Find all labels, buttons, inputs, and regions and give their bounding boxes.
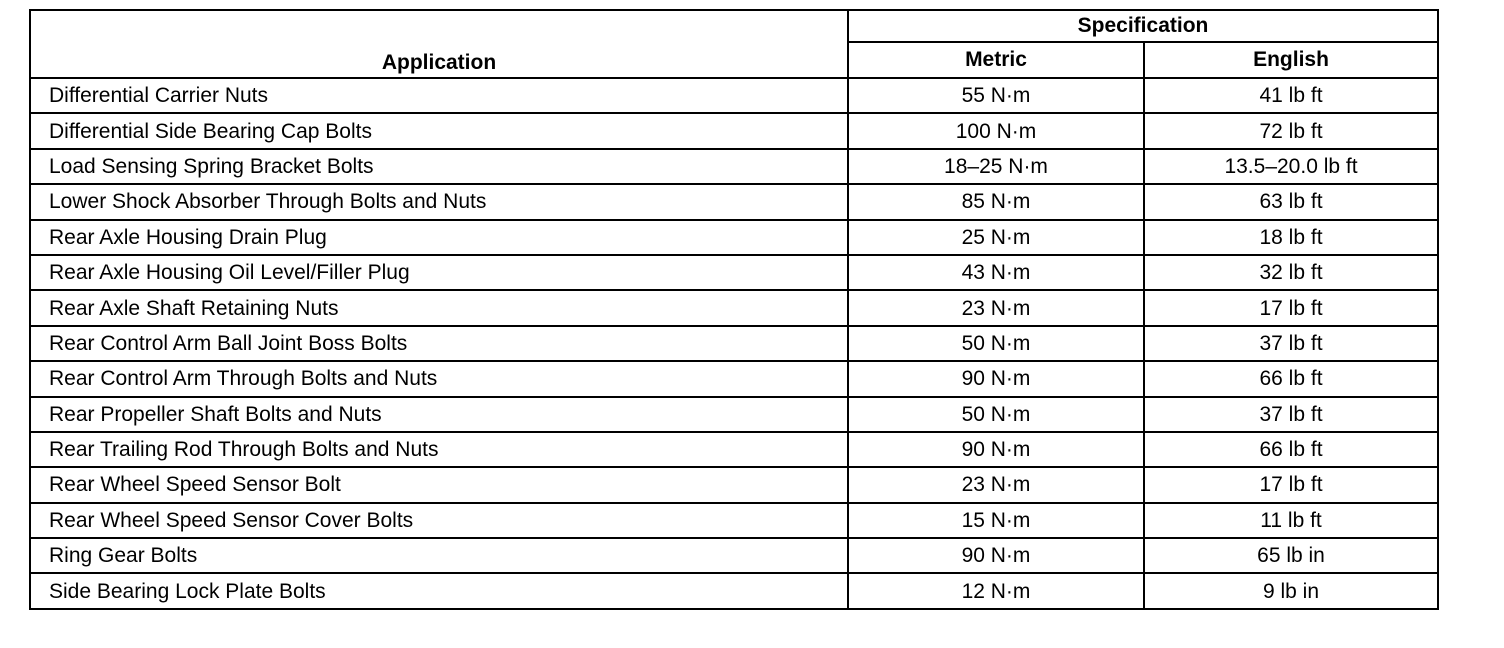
metric-cell: 12 N·m bbox=[848, 573, 1144, 608]
header-row-top bbox=[30, 10, 1438, 42]
application-cell: Rear Control Arm Through Bolts and Nuts bbox=[30, 361, 848, 396]
english-cell: 65 lb in bbox=[1144, 538, 1438, 573]
table-row bbox=[30, 538, 1438, 573]
table-row bbox=[30, 220, 1438, 255]
table-row bbox=[30, 467, 1438, 502]
english-cell: 37 lb ft bbox=[1144, 397, 1438, 432]
application-cell: Rear Axle Shaft Retaining Nuts bbox=[30, 290, 848, 325]
table-body bbox=[30, 78, 1438, 609]
english-cell: 18 lb ft bbox=[1144, 220, 1438, 255]
english-cell: 17 lb ft bbox=[1144, 290, 1438, 325]
english-cell: 72 lb ft bbox=[1144, 113, 1438, 148]
application-cell: Rear Control Arm Ball Joint Boss Bolts bbox=[30, 326, 848, 361]
application-header: Application bbox=[30, 10, 848, 78]
table-header bbox=[30, 10, 1438, 78]
table-row bbox=[30, 78, 1438, 113]
metric-cell: 85 N·m bbox=[848, 184, 1144, 219]
table-row bbox=[30, 255, 1438, 290]
table-row bbox=[30, 184, 1438, 219]
metric-cell: 55 N·m bbox=[848, 78, 1144, 113]
application-cell: Side Bearing Lock Plate Bolts bbox=[30, 573, 848, 608]
metric-cell: 90 N·m bbox=[848, 538, 1144, 573]
application-cell: Rear Axle Housing Drain Plug bbox=[30, 220, 848, 255]
table-row bbox=[30, 326, 1438, 361]
english-cell: 66 lb ft bbox=[1144, 432, 1438, 467]
metric-cell: 15 N·m bbox=[848, 503, 1144, 538]
fastener-spec-table bbox=[29, 9, 1439, 610]
application-cell: Lower Shock Absorber Through Bolts and Nuts bbox=[30, 184, 848, 219]
english-cell: 63 lb ft bbox=[1144, 184, 1438, 219]
metric-cell: 100 N·m bbox=[848, 113, 1144, 148]
table-row bbox=[30, 113, 1438, 148]
english-cell: 13.5–20.0 lb ft bbox=[1144, 149, 1438, 184]
english-cell: 32 lb ft bbox=[1144, 255, 1438, 290]
application-cell: Load Sensing Spring Bracket Bolts bbox=[30, 149, 848, 184]
table-row bbox=[30, 397, 1438, 432]
metric-cell: 50 N·m bbox=[848, 326, 1144, 361]
english-cell: 11 lb ft bbox=[1144, 503, 1438, 538]
english-cell: 37 lb ft bbox=[1144, 326, 1438, 361]
application-cell: Rear Wheel Speed Sensor Cover Bolts bbox=[30, 503, 848, 538]
metric-cell: 90 N·m bbox=[848, 361, 1144, 396]
application-cell: Differential Carrier Nuts bbox=[30, 78, 848, 113]
english-cell: 17 lb ft bbox=[1144, 467, 1438, 502]
metric-cell: 18–25 N·m bbox=[848, 149, 1144, 184]
metric-header: Metric bbox=[848, 42, 1144, 78]
metric-cell: 23 N·m bbox=[848, 290, 1144, 325]
table-row bbox=[30, 290, 1438, 325]
application-cell: Differential Side Bearing Cap Bolts bbox=[30, 113, 848, 148]
application-cell: Rear Propeller Shaft Bolts and Nuts bbox=[30, 397, 848, 432]
table-row bbox=[30, 432, 1438, 467]
metric-cell: 43 N·m bbox=[848, 255, 1144, 290]
application-cell: Ring Gear Bolts bbox=[30, 538, 848, 573]
application-cell: Rear Trailing Rod Through Bolts and Nuts bbox=[30, 432, 848, 467]
metric-cell: 50 N·m bbox=[848, 397, 1144, 432]
table-row bbox=[30, 149, 1438, 184]
specification-header: Specification bbox=[848, 10, 1438, 42]
english-cell: 66 lb ft bbox=[1144, 361, 1438, 396]
table-row bbox=[30, 361, 1438, 396]
application-cell: Rear Axle Housing Oil Level/Filler Plug bbox=[30, 255, 848, 290]
metric-cell: 25 N·m bbox=[848, 220, 1144, 255]
table-row bbox=[30, 503, 1438, 538]
metric-cell: 23 N·m bbox=[848, 467, 1144, 502]
english-cell: 41 lb ft bbox=[1144, 78, 1438, 113]
application-cell: Rear Wheel Speed Sensor Bolt bbox=[30, 467, 848, 502]
metric-cell: 90 N·m bbox=[848, 432, 1144, 467]
english-header: English bbox=[1144, 42, 1438, 78]
english-cell: 9 lb in bbox=[1144, 573, 1438, 608]
table-row bbox=[30, 573, 1438, 608]
